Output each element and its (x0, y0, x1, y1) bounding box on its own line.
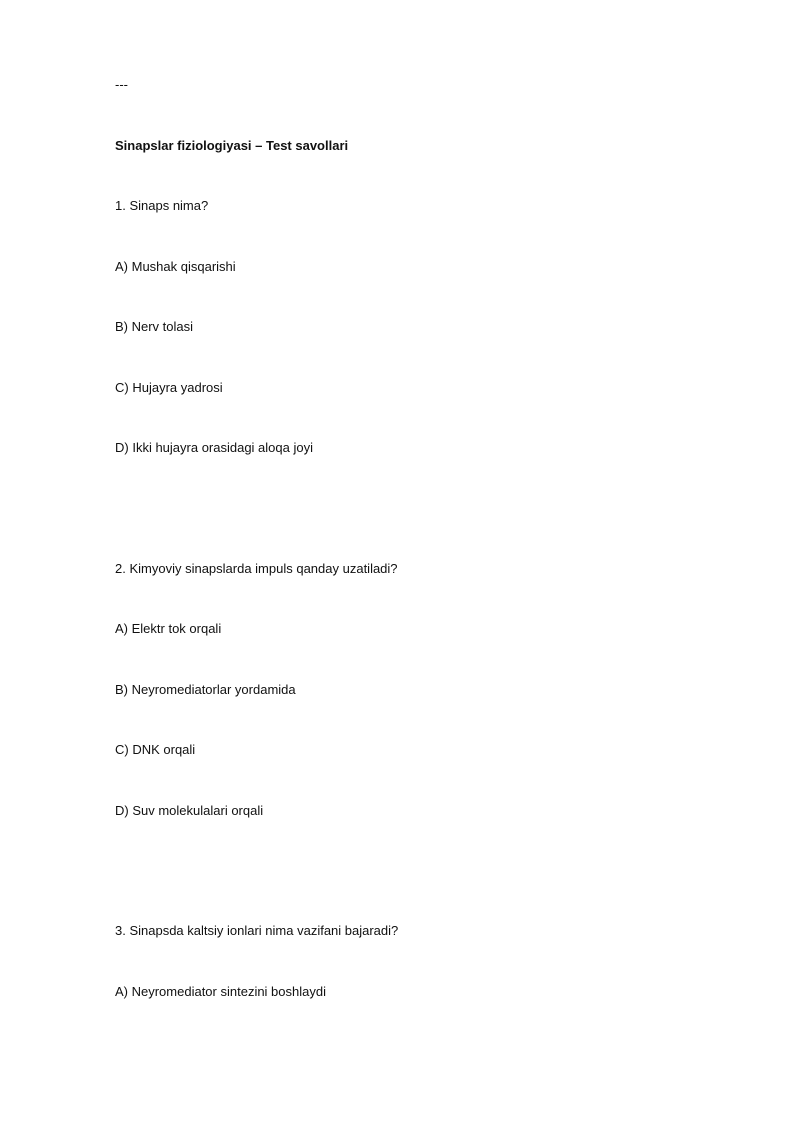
question-2-option-c: C) DNK orqali (115, 742, 196, 757)
separator-line: --- (115, 77, 128, 92)
question-1-option-c: C) Hujayra yadrosi (115, 380, 223, 395)
question-3: 3. Sinapsda kaltsiy ionlari nima vazifani bajaradi? (115, 923, 399, 938)
question-2-option-b: B) Neyromediatorlar yordamida (115, 682, 296, 697)
question-2-option-d: D) Suv molekulalari orqali (115, 803, 264, 818)
document-title: Sinapslar fiziologiyasi – Test savollari (115, 138, 349, 153)
question-1-option-a: A) Mushak qisqarishi (115, 259, 236, 274)
question-1-option-d: D) Ikki hujayra orasidagi aloqa joyi (115, 440, 313, 455)
question-2: 2. Kimyoviy sinapslarda impuls qanday uzatiladi? (115, 561, 398, 576)
question-1: 1. Sinaps nima? (115, 198, 209, 213)
question-2-option-a: A) Elektr tok orqali (115, 621, 222, 636)
question-3-option-a: A) Neyromediator sintezini boshlaydi (115, 984, 326, 999)
question-1-option-b: B) Nerv tolasi (115, 319, 194, 334)
